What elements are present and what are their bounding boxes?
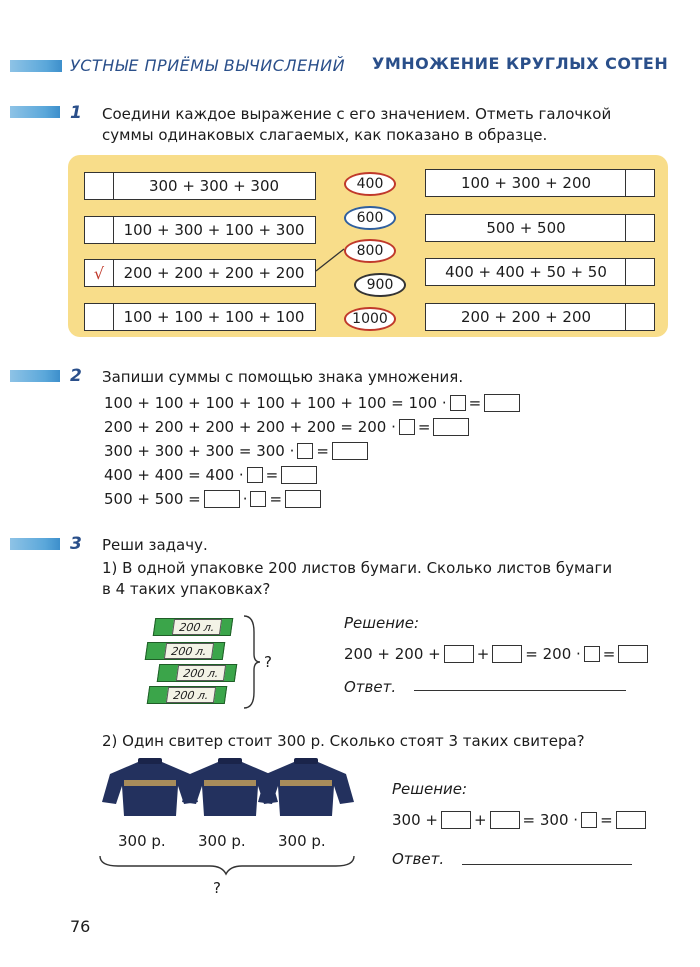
answer-line-2[interactable] bbox=[462, 864, 632, 865]
task2-line bbox=[104, 463, 320, 487]
problem1-equation bbox=[344, 642, 651, 666]
expression-text: 400 + 400 + 50 + 50 bbox=[445, 263, 607, 281]
plus-sign: + bbox=[476, 645, 490, 663]
right-expression-box[interactable] bbox=[425, 214, 655, 242]
mult-text: 400 · bbox=[205, 466, 244, 484]
pack-label: 200 л. bbox=[172, 619, 222, 635]
equals-sign: = bbox=[269, 490, 283, 508]
sum-text: 200 + 200 + 200 + 200 + 200 = bbox=[104, 418, 353, 436]
value-oval-800[interactable]: 800 bbox=[344, 239, 396, 263]
expression-text: 500 + 500 bbox=[486, 219, 566, 237]
task2-number: 2 bbox=[70, 366, 82, 386]
value-oval-400[interactable]: 400 bbox=[344, 172, 396, 196]
sum-text: 100 + 100 + 100 + 100 + 100 + 100 = bbox=[104, 394, 404, 412]
sum-text: 300 + 300 + 300 = bbox=[104, 442, 252, 460]
answer-box[interactable] bbox=[490, 811, 520, 829]
expression-text: 100 + 100 + 100 + 100 bbox=[123, 308, 305, 326]
plus-sign: + bbox=[473, 811, 487, 829]
answer-label-2: Ответ. bbox=[392, 850, 445, 868]
right-expression-box[interactable] bbox=[425, 258, 655, 286]
answer-square[interactable] bbox=[247, 467, 263, 483]
task2-line bbox=[104, 487, 324, 511]
task3-number: 3 bbox=[70, 534, 82, 554]
sweaters-question-mark: ? bbox=[213, 879, 221, 897]
equals-sign: = bbox=[602, 645, 616, 663]
task1-instruction-line2: суммы одинаковых слагаемых, как показано в образце. bbox=[102, 126, 548, 144]
equals-sign: = bbox=[265, 466, 279, 484]
sweater-icon bbox=[258, 758, 354, 816]
expression-text: 200 + 200 + 200 + 200 bbox=[123, 264, 305, 282]
task1-number: 1 bbox=[70, 103, 82, 123]
mult-text: 300 · bbox=[256, 442, 295, 460]
eq-start: 200 + 200 + bbox=[344, 645, 441, 663]
right-expression-box[interactable] bbox=[425, 169, 655, 197]
checkbox[interactable] bbox=[625, 304, 654, 330]
answer-box[interactable] bbox=[332, 442, 368, 460]
task3-problem1-line2: в 4 таких упаковках? bbox=[102, 580, 271, 598]
expression-text: 100 + 300 + 200 bbox=[460, 174, 592, 192]
mult-dot: · bbox=[242, 490, 248, 508]
solution-label-1: Решение: bbox=[344, 614, 420, 632]
answer-box[interactable] bbox=[441, 811, 471, 829]
answer-square[interactable] bbox=[584, 646, 600, 662]
page-number: 76 bbox=[70, 917, 91, 936]
answer-square[interactable] bbox=[581, 812, 597, 828]
paper-pack bbox=[157, 664, 238, 682]
answer-square[interactable] bbox=[250, 491, 266, 507]
checkmark-icon: √ bbox=[93, 263, 105, 283]
answer-box[interactable] bbox=[285, 490, 321, 508]
answer-box[interactable] bbox=[433, 418, 469, 436]
mult-text: 100 · bbox=[408, 394, 447, 412]
sweater-icon bbox=[102, 758, 198, 816]
checkbox[interactable] bbox=[625, 259, 654, 285]
value-oval-600[interactable]: 600 bbox=[344, 206, 396, 230]
paper-pack bbox=[145, 642, 226, 660]
eq-start: 300 + bbox=[392, 811, 438, 829]
checkbox[interactable] bbox=[625, 215, 654, 241]
pack-label: 200 л. bbox=[164, 643, 214, 659]
task1-accent-bar bbox=[10, 106, 60, 118]
eq-mid: = 200 · bbox=[525, 645, 581, 663]
expression-text: 100 + 300 + 100 + 300 bbox=[123, 221, 305, 239]
packs-question-mark: ? bbox=[264, 653, 272, 671]
sweater-price: 300 р. bbox=[278, 832, 326, 850]
mult-text: 200 · bbox=[357, 418, 396, 436]
eq-mid: = 300 · bbox=[522, 811, 579, 829]
right-brace-icon bbox=[242, 612, 262, 712]
value-oval-900[interactable]: 900 bbox=[354, 273, 406, 297]
right-expression-box[interactable] bbox=[425, 303, 655, 331]
solution-label-2: Решение: bbox=[392, 780, 468, 798]
task2-line bbox=[104, 415, 472, 439]
answer-label-1: Ответ. bbox=[344, 678, 397, 696]
bottom-brace-icon bbox=[98, 854, 358, 876]
task2-line bbox=[104, 391, 523, 415]
pack-label: 200 л. bbox=[166, 687, 216, 703]
equals-sign: = bbox=[316, 442, 329, 460]
task1-matching-panel bbox=[68, 155, 668, 337]
answer-box[interactable] bbox=[281, 466, 317, 484]
answer-line-1[interactable] bbox=[414, 690, 626, 691]
sweater-price: 300 р. bbox=[118, 832, 166, 850]
header-lesson-title: УМНОЖЕНИЕ КРУГЛЫХ СОТЕН bbox=[372, 54, 669, 73]
task3-title: Реши задачу. bbox=[102, 536, 208, 554]
answer-box[interactable] bbox=[444, 645, 474, 663]
value-oval-1000[interactable]: 1000 bbox=[344, 307, 396, 331]
paper-packs-illustration bbox=[140, 612, 240, 712]
sum-text: 400 + 400 = bbox=[104, 466, 201, 484]
pack-label: 200 л. bbox=[176, 665, 226, 681]
task2-accent-bar bbox=[10, 370, 60, 382]
sum-text: 500 + 500 = bbox=[104, 490, 201, 508]
task3-problem2: 2) Один свитер стоит 300 р. Сколько стоят 3 таких свитера? bbox=[102, 732, 585, 750]
equals-sign: = bbox=[600, 811, 613, 829]
problem2-equation bbox=[392, 808, 649, 832]
task2-instruction: Запиши суммы с помощью знака умножения. bbox=[102, 368, 464, 386]
answer-box[interactable] bbox=[204, 490, 240, 508]
answer-box[interactable] bbox=[492, 645, 522, 663]
task3-problem1-line1: 1) В одной упаковке 200 листов бумаги. Сколько листов бумаги bbox=[102, 559, 613, 577]
answer-box[interactable] bbox=[616, 811, 646, 829]
header-topic: УСТНЫЕ ПРИЁМЫ ВЫЧИСЛЕНИЙ bbox=[70, 56, 346, 75]
task2-line bbox=[104, 439, 371, 463]
answer-square[interactable] bbox=[450, 395, 466, 411]
sweater-price: 300 р. bbox=[198, 832, 246, 850]
task1-instruction-line1: Соедини каждое выражение с его значением. Отметь галочкой bbox=[102, 105, 612, 123]
paper-pack bbox=[153, 618, 234, 636]
answer-box[interactable] bbox=[618, 645, 648, 663]
paper-pack bbox=[147, 686, 228, 704]
expression-text: 200 + 200 + 200 bbox=[460, 308, 592, 326]
answer-square[interactable] bbox=[399, 419, 415, 435]
answer-box[interactable] bbox=[484, 394, 520, 412]
answer-square[interactable] bbox=[297, 443, 313, 459]
header-accent-bar bbox=[10, 60, 62, 72]
checkbox[interactable] bbox=[625, 170, 654, 196]
equals-sign: = bbox=[468, 394, 482, 412]
sweaters-illustration bbox=[98, 756, 358, 818]
equals-sign: = bbox=[417, 418, 431, 436]
task3-accent-bar bbox=[10, 538, 60, 550]
expression-text: 300 + 300 + 300 bbox=[148, 177, 280, 195]
